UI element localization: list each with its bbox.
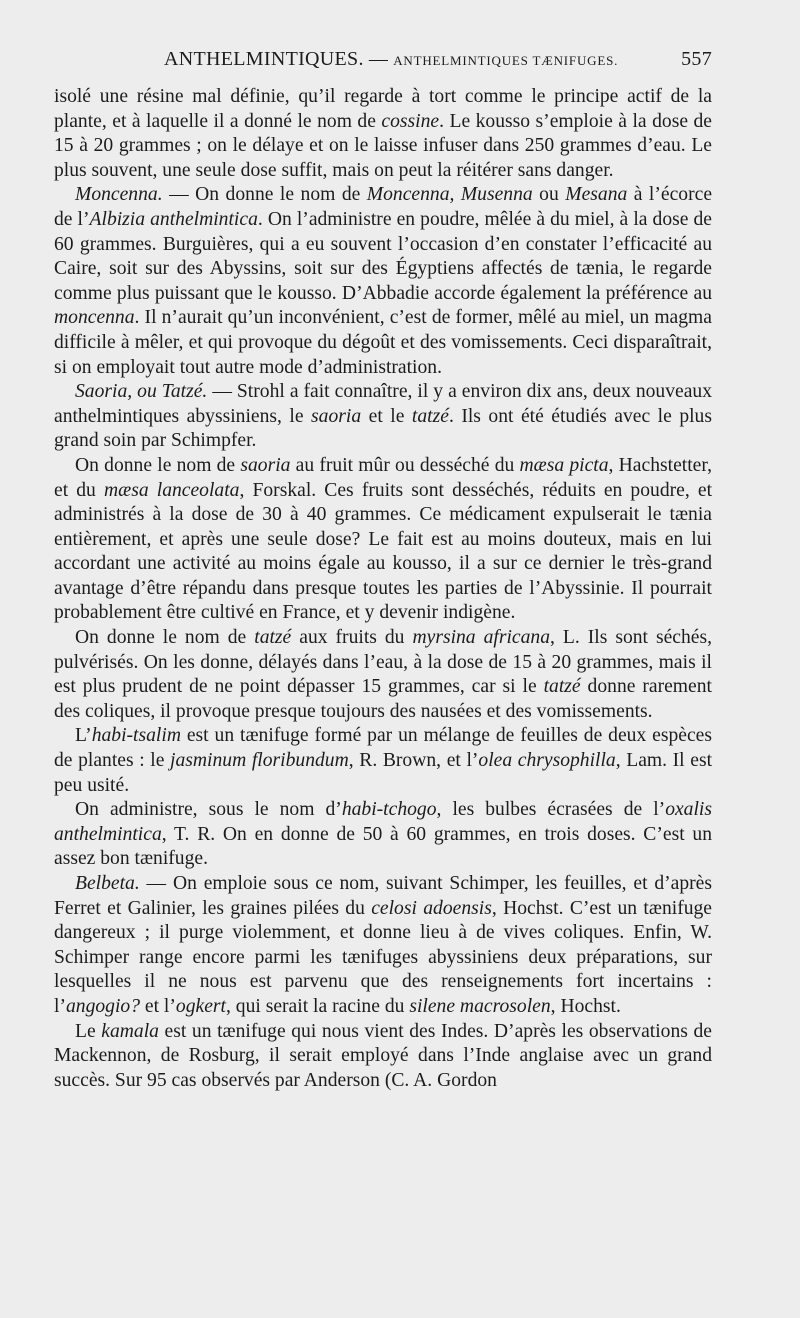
text-run: . Il n’aurait qu’un inconvénient, c’est de former, mêlé au miel, un magma difficile à mêler, et qui provoque du dégoût et des vomissements. Ceci disparaîtrait, si on employait tout autre mode d’administration.: [54, 307, 712, 378]
italic-term: angogio?: [65, 995, 140, 1017]
italic-term: Mesana: [565, 184, 628, 206]
italic-term: silene macrosolen: [409, 995, 551, 1017]
text-run: est un tænifuge qui nous vient des Indes. D’après les observations de Mackennon, de Rosburg, il serait employé dans l’Inde anglaise avec un grand succès. Sur 95 cas observés par Anderson (C. A. Gordon: [54, 1020, 712, 1091]
header-title: [164, 48, 618, 71]
text-run: , qui serait la racine du: [225, 995, 410, 1017]
text-run: , les bulbes écrasées de l’: [436, 799, 666, 821]
header-title-sub: ANTHELMINTIQUES TÆNIFUGES.: [393, 53, 619, 68]
text-run: L’: [75, 725, 92, 747]
text-run: , Hachstetter, et du: [54, 454, 712, 501]
text-run: isolé une résine mal définie, qu’il regarde à tort comme le principe actif de la plante, et à laquelle il a donné le nom de: [54, 86, 712, 132]
paragraph: [54, 85, 712, 183]
page-number: 557: [681, 48, 712, 70]
paragraph: [54, 724, 712, 798]
text-run: donne rarement des coliques, il provoque presque toujours des nausées et des vomissements.: [54, 676, 712, 722]
paragraph: [54, 626, 712, 724]
italic-term: jasminum floribundum: [170, 750, 349, 772]
italic-term: mæsa lanceolata: [103, 479, 240, 501]
italic-term: myrsina africana: [412, 627, 550, 649]
text-run: est un tænifuge formé par un mélange de feuilles de deux espèces de plantes : le: [54, 725, 712, 772]
paragraph: [54, 183, 712, 380]
text-run: , R. Brown, et l’: [348, 750, 479, 772]
italic-term: moncenna: [54, 307, 135, 329]
body-text: [54, 85, 712, 1093]
text-run: , Forskal. Ces fruits sont desséchés, réduits en poudre, et administrés à la dose de 30 à 40 grammes. Ce médicament expulserait le tænia entièrement, et après une seule dose? Le fait est au moins douteux, mais en lui accordant une activité au moins égale au kousso, il a sur ce dernier le très-grand avantage d’être répandu dans presque toutes les parties de l’Abyssinie. Il pourrait probablement être cultivé en France, et y devenir indigène.: [54, 479, 713, 624]
italic-term: ogkert: [175, 995, 226, 1017]
italic-term: celosi adoensis: [371, 897, 492, 919]
italic-term: habi-tchogo: [341, 799, 437, 821]
running-header: [54, 48, 712, 82]
italic-term: Moncenna.: [75, 184, 163, 206]
paragraph: [54, 380, 712, 454]
italic-term: tatzé: [254, 627, 292, 649]
italic-term: oxalis anthelmintica: [54, 799, 712, 845]
italic-term: olea chrysophilla: [478, 750, 616, 772]
text-run: , Lam. Il est peu usité.: [54, 750, 713, 796]
italic-term: tatzé: [411, 405, 449, 427]
italic-term: habi-tsalim: [91, 725, 181, 747]
text-run: On administre, sous le nom d’: [75, 799, 342, 821]
italic-term: kamala: [101, 1020, 159, 1042]
text-run: , L. Ils sont séchés, pulvérisés. On les donne, délayés dans l’eau, à la dose de 15 à 20 grammes, mais il est plus prudent de ne point dépasser 15 grammes, car si le: [54, 627, 713, 698]
text-run: ou: [532, 184, 566, 206]
text-run: et le: [361, 405, 412, 427]
italic-term: saoria: [311, 405, 362, 427]
header-title-main: ANTHELMINTIQUES.: [164, 48, 364, 70]
italic-term: cossine: [381, 110, 440, 132]
text-run: aux fruits du: [291, 627, 413, 649]
italic-term: Belbeta.: [75, 873, 140, 894]
paragraph: [54, 454, 712, 626]
italic-term: tatzé: [543, 676, 581, 698]
header-dash: —: [368, 49, 389, 70]
text-run: , Hochst.: [550, 995, 621, 1017]
paragraph: [54, 1020, 712, 1094]
text-run: Le: [75, 1020, 102, 1042]
text-run: , T. R. On en donne de 50 à 60 grammes, en trois doses. C’est un assez bon tænifuge.: [54, 823, 712, 870]
text-run: et l’: [140, 995, 176, 1017]
paragraph: [54, 798, 712, 872]
italic-term: Albizia anthelmintica: [89, 208, 258, 230]
text-run: à l’écorce de l’: [54, 184, 713, 230]
text-run: . Ils ont été étudiés avec le plus grand soin par Schimpfer.: [54, 405, 712, 452]
text-run: — On donne le nom de: [162, 184, 367, 206]
text-run: . Le kousso s’emploie à la dose de 15 à 20 grammes ; on le délaye et on le laisse infuser dans 250 grammes d’eau. Le plus souvent, une seule dose suffit, mais on peut la réitérer sans danger.: [54, 110, 712, 181]
italic-term: Moncenna, Musenna: [366, 184, 533, 206]
text-run: — On emploie sous ce nom, suivant Schimper, les feuilles, et d’après Ferret et Galinier, les graines pilées du: [54, 873, 712, 919]
text-run: On donne le nom de: [75, 627, 255, 649]
text-run: — Strohl a fait connaître, il y a environ dix ans, deux nouveaux anthelmintiques abyssiniens, le: [54, 381, 712, 427]
text-run: . On l’administre en poudre, mêlée à du miel, à la dose de 60 grammes. Burguières, qui a eu souvent l’occasion d’en constater l’efficacité au Caire, soit sur des Abyssins, soit sur des Égyptiens affectés de tænia, le regarde comme plus puissant que le kousso. D’Abbadie accorde également la préférence au: [54, 208, 712, 304]
italic-term: saoria: [240, 454, 291, 476]
italic-term: mæsa picta: [519, 454, 609, 476]
paragraph: [54, 872, 712, 1020]
italic-term: Saoria, ou Tatzé.: [75, 381, 208, 403]
text-run: , Hochst. C’est un tænifuge dangereux ; il purge violemment, et donne lieu à de vives coliques. Enfin, W. Schimper range encore parmi les tænifuges abyssiniens deux préparations, sur lesquelles il ne nous est parvenu que des renseignements fort incertains : l’: [54, 897, 713, 1017]
text-run: On donne le nom de: [75, 454, 241, 476]
text-run: au fruit mûr ou desséché du: [290, 454, 520, 476]
